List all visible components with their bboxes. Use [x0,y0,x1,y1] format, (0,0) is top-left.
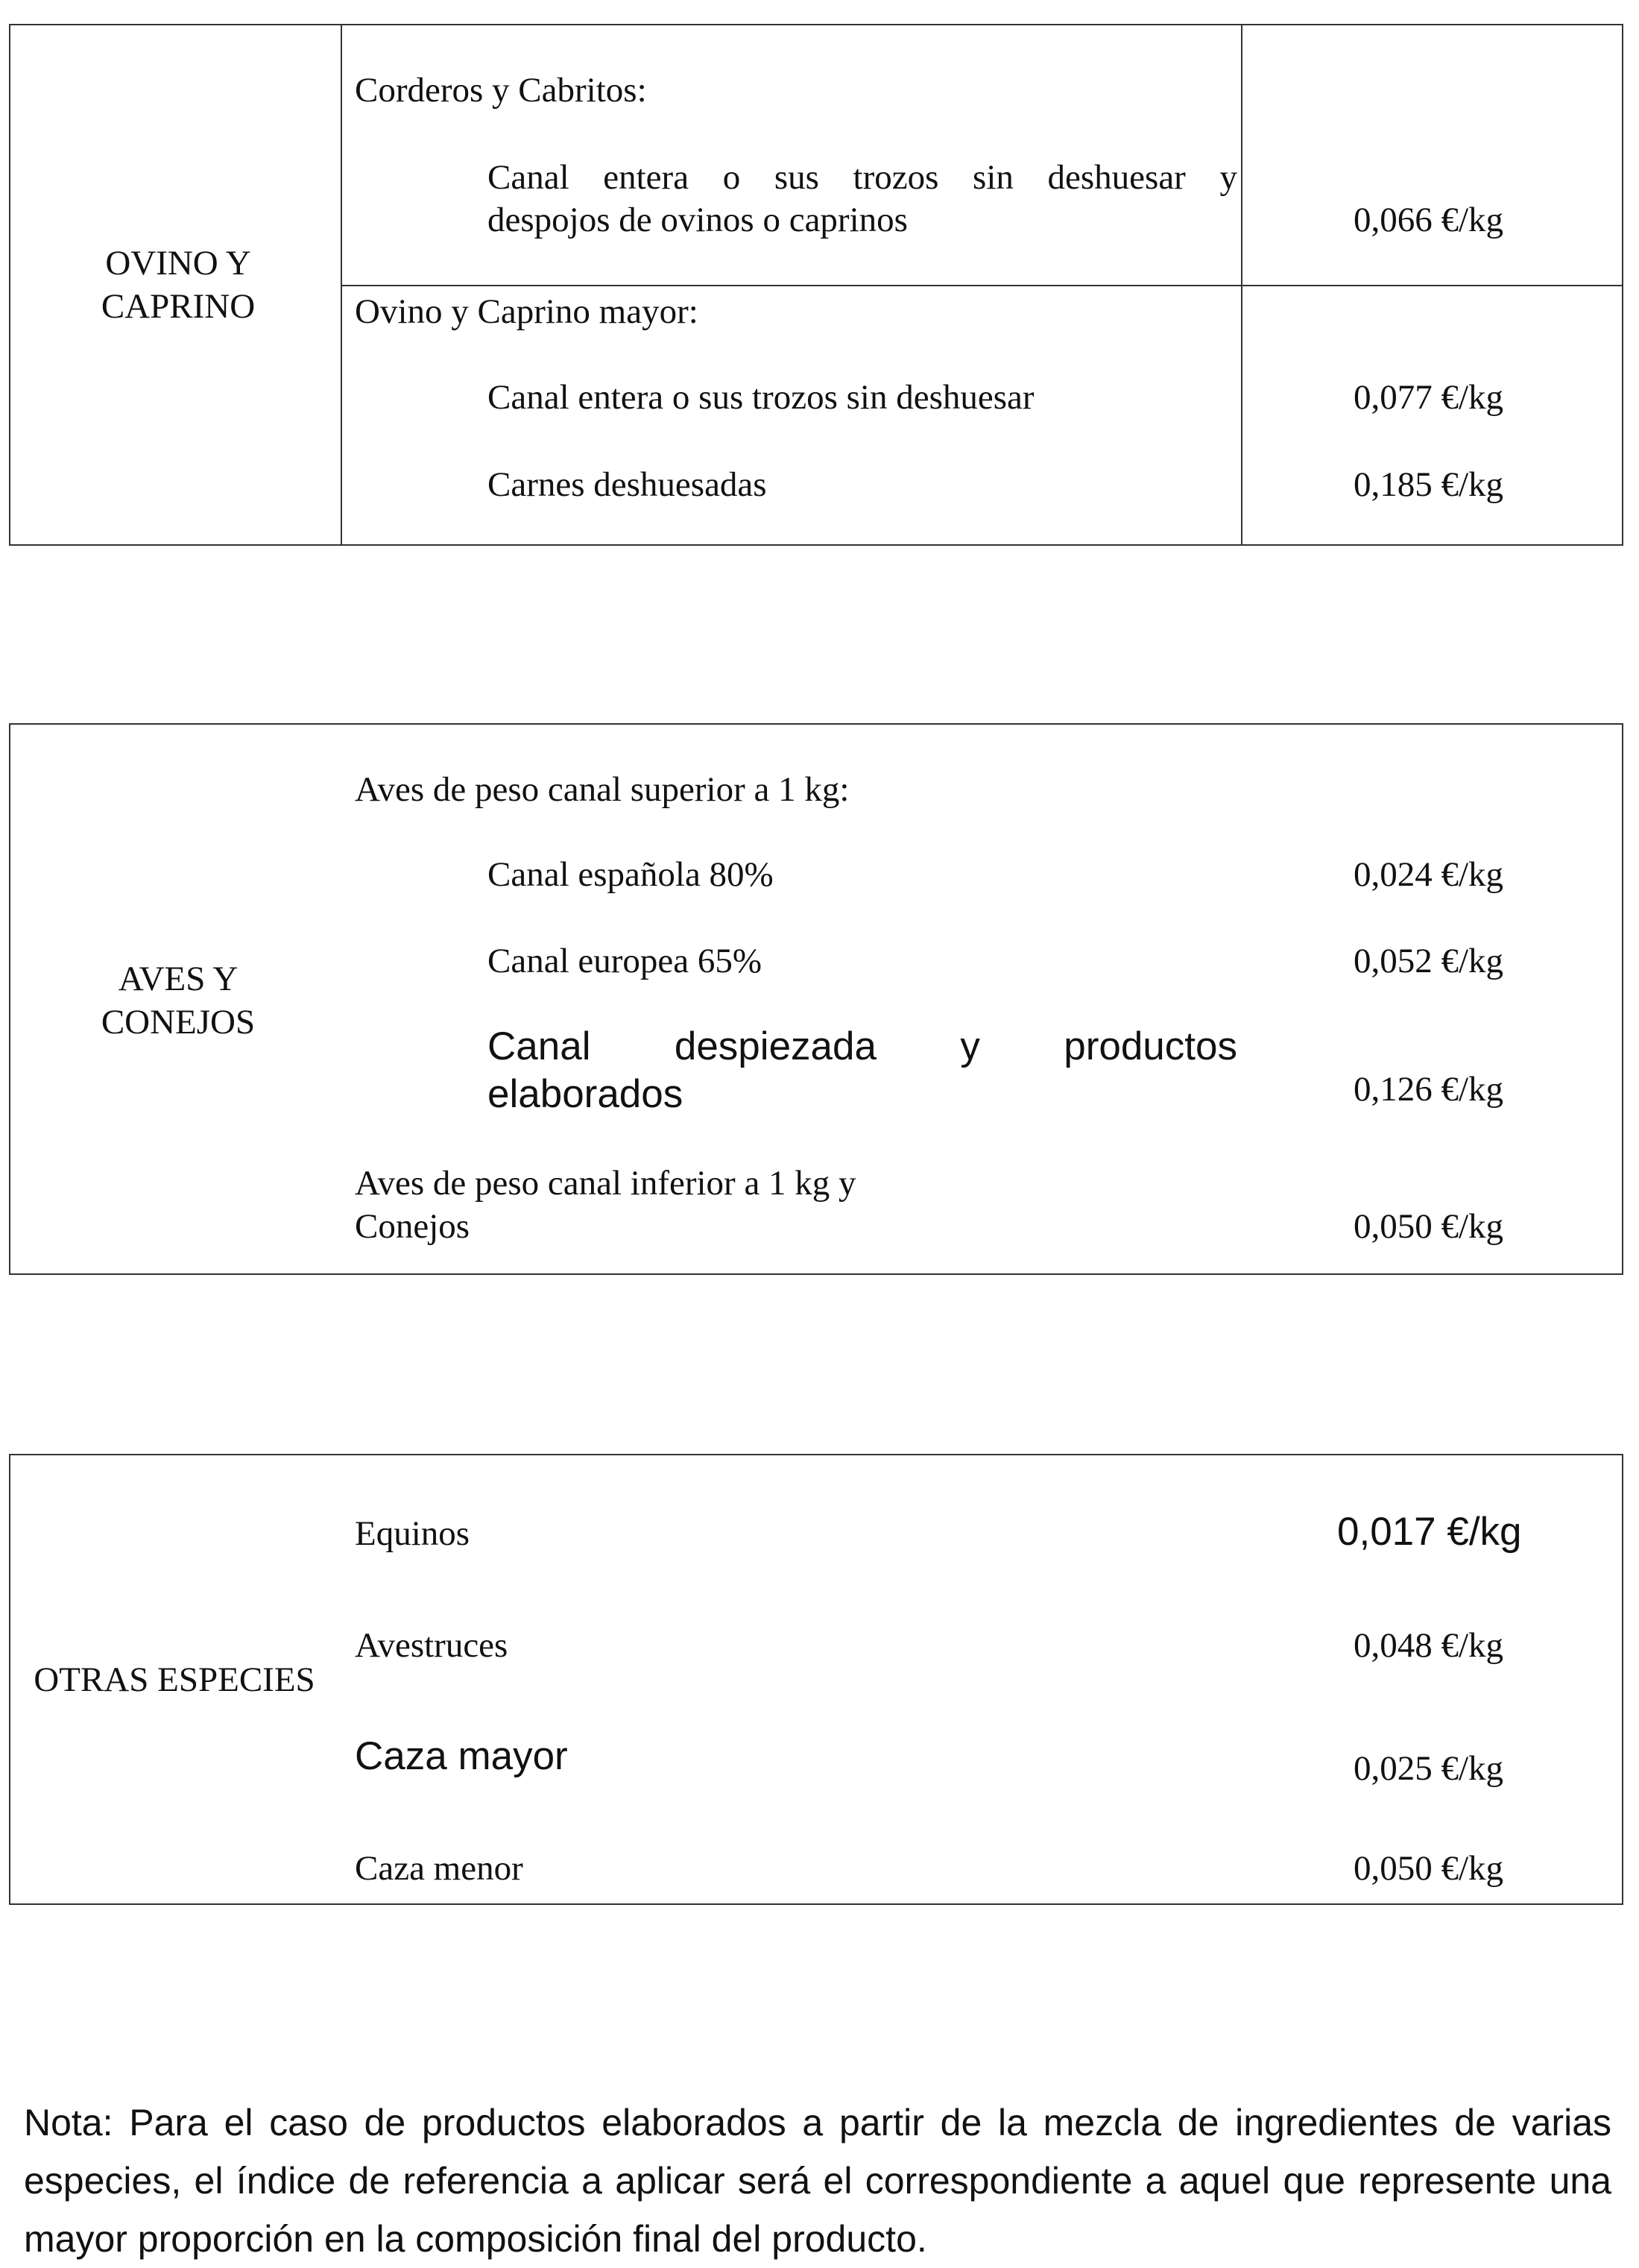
group-title: Ovino y Caprino mayor: [355,292,698,331]
item-text: Conejos [355,1207,470,1246]
item-text: elaborados [487,1072,683,1116]
species-label: OTRAS ESPECIES [34,1660,315,1699]
word: productos [1064,1024,1237,1068]
item-text: Avestruces [355,1626,508,1665]
word: o [722,158,741,197]
item-text: Caza mayor [355,1734,568,1778]
price: 0,185 €/kg [1354,465,1504,504]
price: 0,077 €/kg [1354,378,1504,417]
price: 0,126 €/kg [1354,1070,1504,1109]
word: sus [774,158,819,197]
price: 0,050 €/kg [1354,1207,1504,1246]
table-aves-conejos [9,723,1623,1275]
item-text: Canal española 80% [487,855,774,894]
item-text: Canal entera o sus trozos sin deshuesar [487,378,1035,417]
word: entera [603,158,689,197]
item-text: Aves de peso canal inferior a 1 kg y [355,1164,856,1203]
row-divider [342,285,1622,286]
word: Canal [487,158,569,197]
footnote: Nota: Para el caso de productos elaborados a partir de la mezcla de ingredientes de varias especies, el índice de referencia a aplicar será el correspondiente a aquel que represente una mayor proporción en la composición final del producto. [24,2102,1611,2260]
price: 0,050 €/kg [1354,1849,1504,1888]
price: 0,066 €/kg [1354,201,1504,239]
price: 0,052 €/kg [1354,942,1504,980]
group-title: Aves de peso canal superior a 1 kg: [355,770,850,809]
species-label: OVINO Y CAPRINO [101,244,256,326]
item-line [487,156,1237,199]
table-otras-especies [9,1454,1623,1905]
word: sin [973,158,1014,197]
price: 0,017 €/kg [1337,1510,1522,1554]
item-text: Carnes deshuesadas [487,465,767,504]
word: Canal [487,1024,591,1068]
price: 0,024 €/kg [1354,855,1504,894]
word: y [1219,158,1237,197]
word: y [960,1024,980,1068]
item-text: Equinos [355,1514,470,1553]
item-text: Canal europea 65% [487,942,762,980]
price: 0,048 €/kg [1354,1626,1504,1665]
item-text: Caza menor [355,1849,523,1888]
item-line [487,1023,1237,1070]
species-label: AVES Y CONEJOS [101,960,256,1042]
group-title: Corderos y Cabritos: [355,71,647,110]
price: 0,025 €/kg [1354,1749,1504,1788]
word: despiezada [674,1024,877,1068]
word: deshuesar [1047,158,1186,197]
word: trozos [853,158,939,197]
item-text: despojos de ovinos o caprinos [487,201,908,239]
table-ovino-caprino [9,24,1623,546]
